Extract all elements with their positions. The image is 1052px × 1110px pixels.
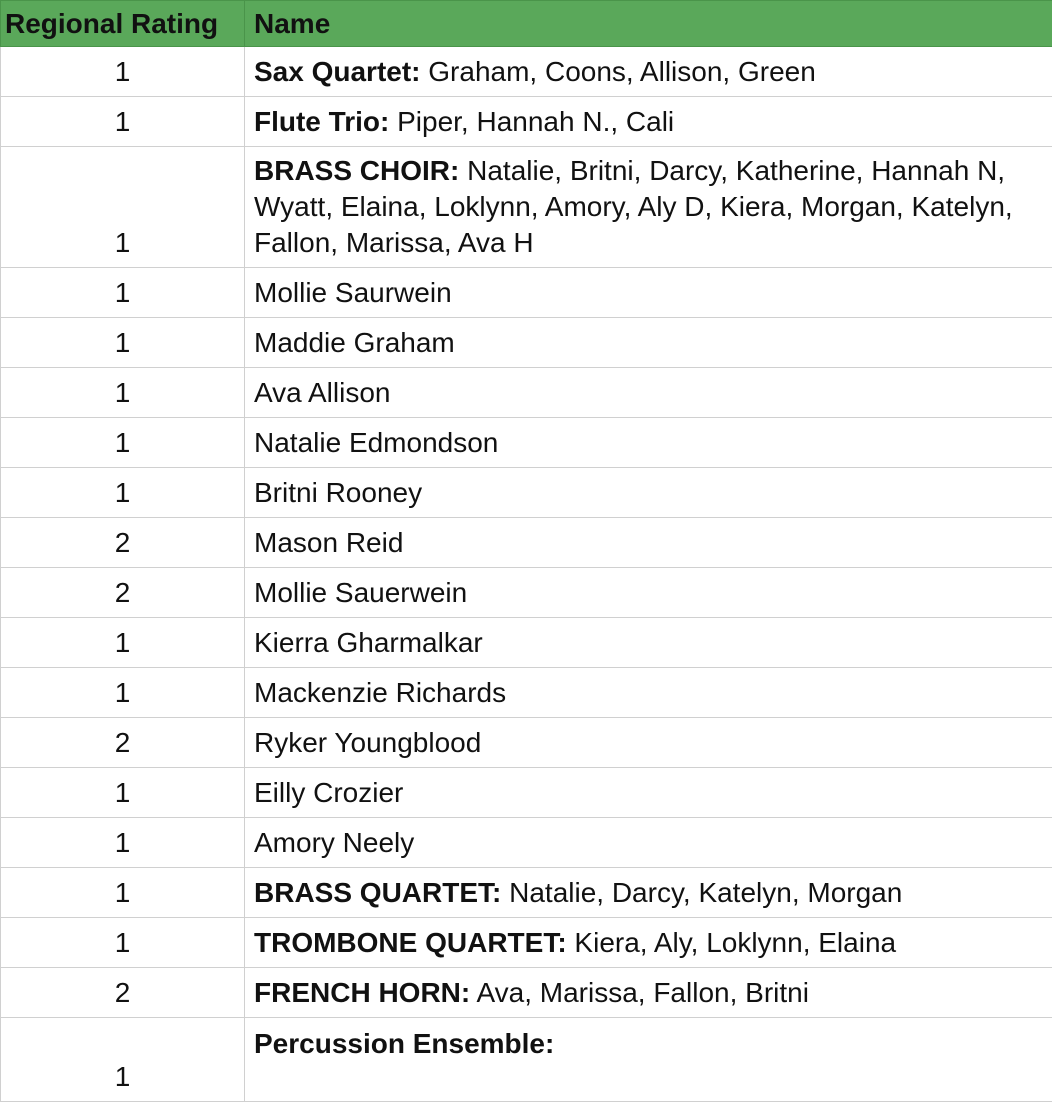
table-row (1, 568, 1052, 618)
name-cell[interactable]: Natalie Edmondson (245, 418, 1052, 468)
table-row (1, 418, 1052, 468)
table-row (1, 318, 1052, 368)
rating-cell[interactable]: 1 (1, 618, 245, 668)
rating-cell[interactable]: 1 (1, 768, 245, 818)
member-list: Ava, Marissa, Fallon, Britni (470, 977, 809, 1008)
rating-cell[interactable]: 1 (1, 918, 245, 968)
name-cell[interactable] (245, 1018, 1052, 1102)
name-cell[interactable]: Mason Reid (245, 518, 1052, 568)
rating-cell[interactable]: 1 (1, 1018, 245, 1102)
name-cell[interactable]: Britni Rooney (245, 468, 1052, 518)
name-cell[interactable]: Ryker Youngblood (245, 718, 1052, 768)
name-cell[interactable]: Mollie Sauerwein (245, 568, 1052, 618)
member-list: Natalie, Britni, Darcy, Katherine, Hannah N, Wyatt, Elaina, Loklynn, Amory, Aly D, Kiera, Morgan, Katelyn, Fallon, Marissa, Ava H (254, 155, 1013, 258)
column-header-name[interactable]: Name (245, 1, 1052, 47)
group-label: FRENCH HORN: (254, 977, 471, 1008)
rating-cell[interactable]: 2 (1, 518, 245, 568)
member-list: Piper, Hannah N., Cali (389, 106, 675, 137)
name-cell[interactable]: Mollie Saurwein (245, 268, 1052, 318)
rating-cell[interactable]: 1 (1, 418, 245, 468)
rating-cell[interactable]: 1 (1, 47, 245, 97)
group-label: TROMBONE QUARTET: (254, 927, 567, 958)
rating-cell[interactable]: 1 (1, 368, 245, 418)
header-row (1, 1, 1052, 47)
name-cell[interactable] (245, 968, 1052, 1018)
rating-cell[interactable]: 2 (1, 568, 245, 618)
group-label: BRASS QUARTET: (254, 877, 502, 908)
rating-cell[interactable]: 2 (1, 718, 245, 768)
table-row (1, 368, 1052, 418)
member-list: Natalie, Darcy, Katelyn, Morgan (501, 877, 903, 908)
name-cell[interactable]: Ava Allison (245, 368, 1052, 418)
rating-cell[interactable]: 1 (1, 318, 245, 368)
name-cell[interactable]: Mackenzie Richards (245, 668, 1052, 718)
rating-cell[interactable]: 1 (1, 868, 245, 918)
rating-cell[interactable]: 1 (1, 668, 245, 718)
table-row (1, 718, 1052, 768)
rating-cell[interactable]: 1 (1, 268, 245, 318)
name-cell[interactable] (245, 47, 1052, 97)
table-row (1, 47, 1052, 97)
table-row (1, 618, 1052, 668)
name-cell[interactable]: Kierra Gharmalkar (245, 618, 1052, 668)
name-cell[interactable] (245, 868, 1052, 918)
group-label: Percussion Ensemble: (254, 1028, 555, 1059)
table-row (1, 668, 1052, 718)
member-list: Kiera, Aly, Loklynn, Elaina (566, 927, 897, 958)
table-row (1, 918, 1052, 968)
table-row (1, 97, 1052, 147)
group-label: BRASS CHOIR: (254, 155, 460, 186)
rating-cell[interactable]: 1 (1, 147, 245, 268)
name-cell[interactable] (245, 147, 1052, 268)
table-row (1, 868, 1052, 918)
name-cell[interactable]: Maddie Graham (245, 318, 1052, 368)
group-label: Sax Quartet: (254, 56, 421, 87)
column-header-regional-rating[interactable]: Regional Rating (1, 1, 245, 47)
rating-cell[interactable]: 1 (1, 468, 245, 518)
name-cell[interactable]: Eilly Crozier (245, 768, 1052, 818)
name-cell[interactable] (245, 918, 1052, 968)
table-row (1, 768, 1052, 818)
rating-cell[interactable]: 2 (1, 968, 245, 1018)
member-list: Graham, Coons, Allison, Green (420, 56, 816, 87)
table-row (1, 818, 1052, 868)
table-row (1, 1018, 1052, 1102)
table-row (1, 518, 1052, 568)
name-cell[interactable] (245, 97, 1052, 147)
table-row (1, 968, 1052, 1018)
group-label: Flute Trio: (254, 106, 390, 137)
rating-cell[interactable]: 1 (1, 97, 245, 147)
table-row (1, 468, 1052, 518)
rating-cell[interactable]: 1 (1, 818, 245, 868)
table-row (1, 268, 1052, 318)
name-cell[interactable]: Amory Neely (245, 818, 1052, 868)
table-row (1, 147, 1052, 268)
